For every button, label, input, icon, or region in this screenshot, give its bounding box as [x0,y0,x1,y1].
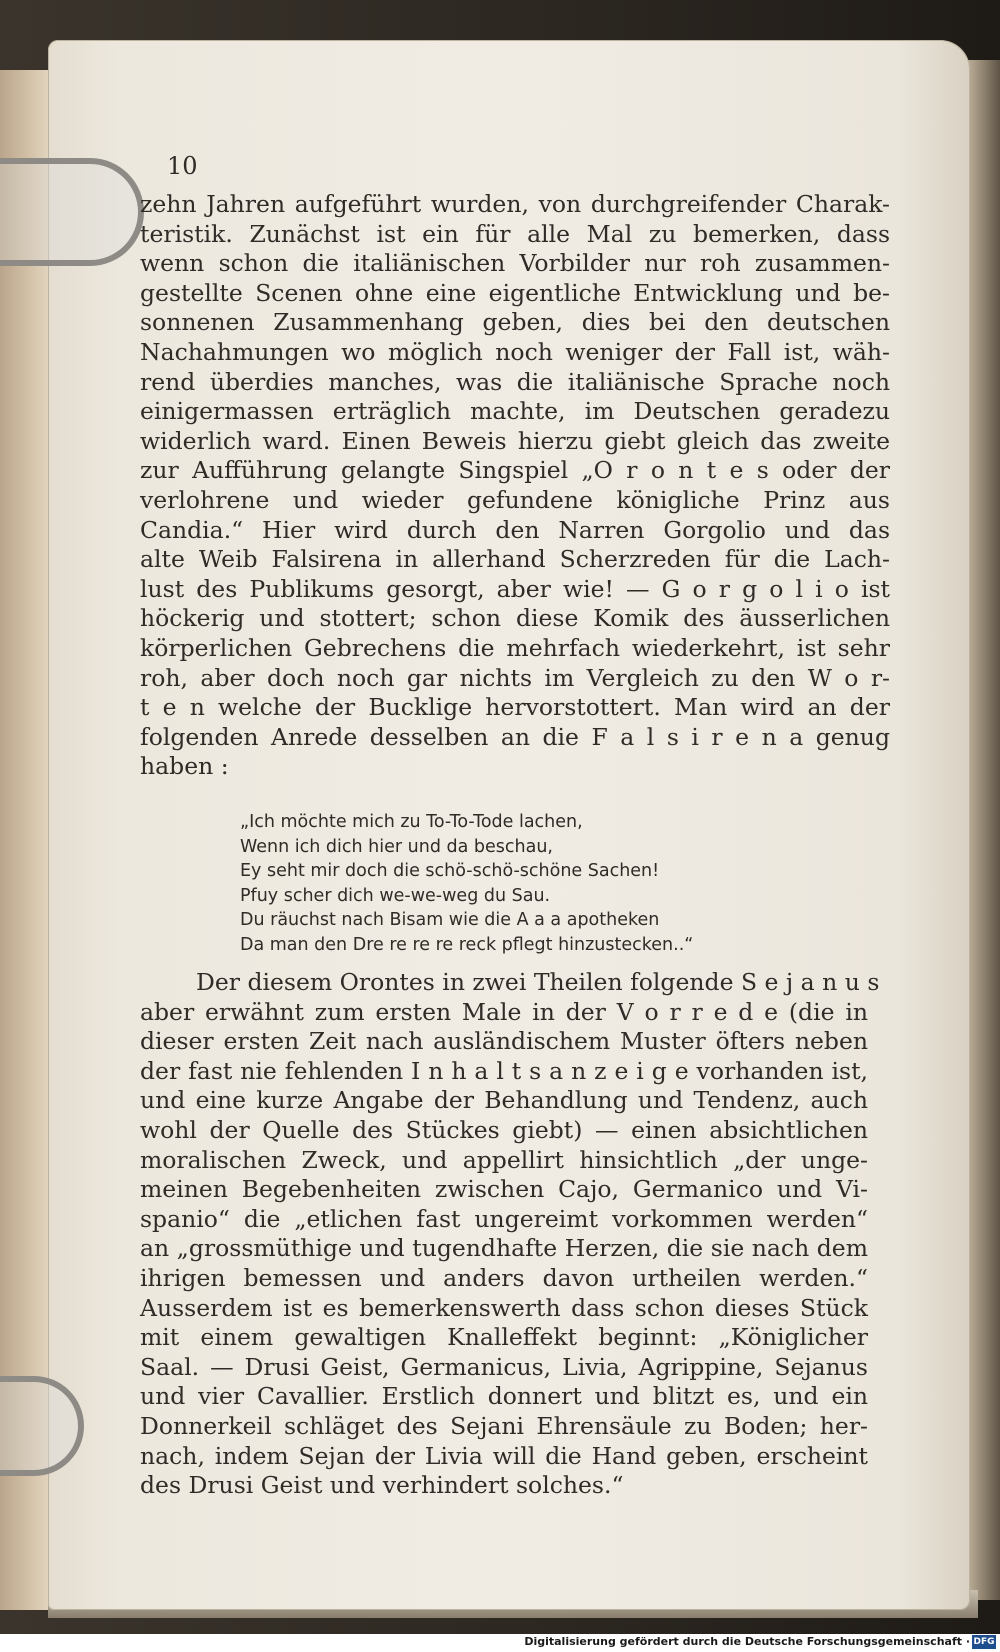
text-line: wenn schon die italiänischen Vorbilder nur roh zusammen- [140,249,890,278]
dfg-logo-icon: DFG [973,1637,995,1647]
text-line: roh, aber doch noch gar nichts im Vergleich zu den W o r- [140,663,890,692]
text-line: höckerig und stottert; schon diese Komik des äusserlichen [140,604,890,633]
poem-line: Da man den Dre re re re reck pflegt hinzustecken..“ [240,934,694,955]
text-line: Nachahmungen wo möglich noch weniger der Fall ist, wäh- [140,337,890,366]
page-number: 10 [167,152,198,180]
text-line: t e n welche der Bucklige hervorstottert. Man wird an der [140,693,890,722]
text-line: haben : [140,752,229,781]
text-line: einigermassen erträglich machte, im Deutschen geradezu [140,397,890,426]
text-line: sonnenen Zusammenhang geben, dies bei den deutschen [140,308,890,337]
text-line: rend überdies manches, was die italiänische Sprache noch [140,367,890,396]
text-line: wohl der Quelle des Stückes giebt) — einen absichtlichen [140,1115,868,1144]
text-line: Candia.“ Hier wird durch den Narren Gorgolio und das [140,515,890,544]
text-line: und eine kurze Angabe der Behandlung und Tendenz, auch [140,1086,868,1115]
text-line: widerlich ward. Einen Beweis hierzu giebt gleich das zweite [140,426,890,455]
text-line: Ausserdem ist es bemerkenswerth dass schon dieses Stück [140,1293,868,1322]
text-line: Saal. — Drusi Geist, Germanicus, Livia, Agrippine, Sejanus [140,1352,868,1381]
poem-line: „Ich möchte mich zu To-To-Tode lachen, [240,812,583,832]
text-line: an „grossmüthige und tugendhafte Herzen, die sie nach dem [140,1234,868,1263]
text-line: zur Aufführung gelangte Singspiel „O r o n t e s oder der [140,456,890,485]
text-line: gestellte Scenen ohne eine eigentliche Entwicklung und be- [140,278,890,307]
text-line: mit einem gewaltigen Knalleffekt beginnt: „Königlicher [140,1323,868,1352]
poem-quote [240,810,800,957]
text-line: dieser ersten Zeit nach ausländischem Muster öfters neben [140,1027,868,1056]
poem-line: Ey seht mir doch die schö-schö-schöne Sachen! [240,861,660,881]
text-line: spanio“ die „etlichen fast ungereimt vorkommen werden“ [140,1204,868,1233]
text-line: aber erwähnt zum ersten Male in der V o r r e d e (die in [140,997,868,1026]
text-line: und vier Cavallier. Erstlich donnert und blitzt es, und ein [140,1382,868,1411]
text-line: des Drusi Geist und verhindert solches.“ [140,1471,624,1500]
paragraph-1 [140,190,890,782]
text-line: moralischen Zweck, und appellirt hinsichtlich „der unge- [140,1145,868,1174]
page-clip-icon [0,158,144,266]
text-line: der fast nie fehlenden I n h a l t s a n z e i g e vorhanden ist, [140,1056,868,1085]
text-line: körperlichen Gebrechens die mehrfach wiederkehrt, ist sehr [140,633,890,662]
poem-line: Pfuy scher dich we-we-weg du Sau. [240,885,551,906]
text-line: alte Weib Falsirena in allerhand Scherzreden für die Lach- [140,545,890,574]
text-line: Donnerkeil schläget des Sejani Ehrensäule zu Boden; her- [140,1411,868,1440]
text-line: verlohrene und wieder gefundene königliche Prinz aus [140,485,890,514]
text-line: nach, indem Sejan der Livia will die Hand geben, erscheint [140,1441,868,1470]
text-line: ihrigen bemessen und anders davon urtheilen werden.“ [140,1263,868,1292]
paragraph-2 [140,968,880,1501]
text-line: meinen Begebenheiten zwischen Cajo, Germanico und Vi- [140,1175,868,1204]
poem-line: Wenn ich dich hier und da beschau, [240,836,553,857]
text-line: lust des Publikums gesorgt, aber wie! — G o r g o l i o ist [140,574,890,603]
text-line: teristik. Zunächst ist ein für alle Mal zu bemerken, dass [140,219,890,248]
text-line: Der diesem Orontes in zwei Theilen folgende S e j a n u s [196,968,880,996]
text-line: folgenden Anrede desselben an die F a l s i r e n a genug [140,722,890,751]
funding-credit: Digitalisierung gefördert durch die Deutsche Forschungsgemeinschaft · [524,1635,970,1648]
poem-line: Du räuchst nach Bisam wie die A a a apotheken [240,910,660,930]
text-line: zehn Jahren aufgeführt wurden, von durchgreifender Charak- [140,190,890,218]
